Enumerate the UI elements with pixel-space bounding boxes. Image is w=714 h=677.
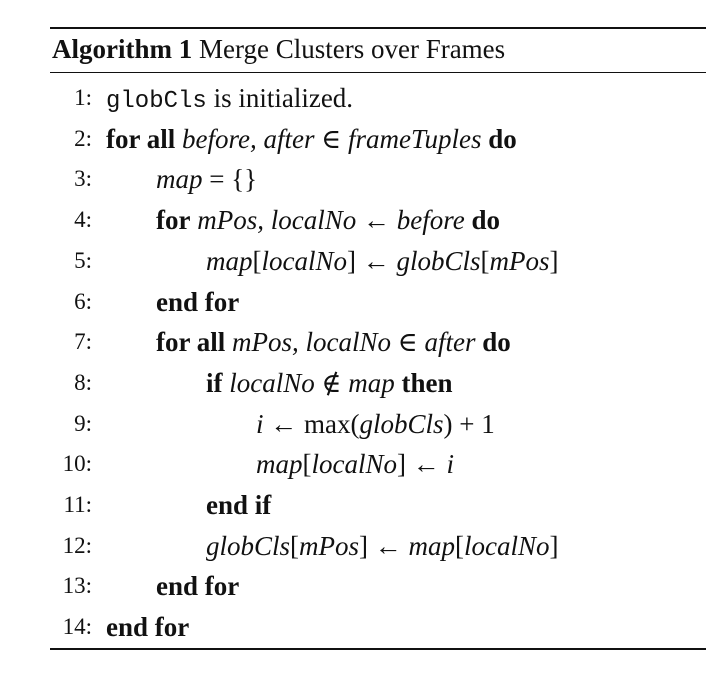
line-content [106, 79, 353, 121]
math-text: globCls [206, 530, 291, 561]
top-rule [50, 27, 706, 29]
math-text: i [256, 408, 264, 439]
line-content [106, 120, 517, 158]
math-text: mPos, localNo [225, 327, 398, 358]
math-text: [ [455, 530, 465, 561]
keyword: end for [106, 612, 190, 643]
line-content [156, 160, 257, 198]
keyword: then [401, 367, 453, 398]
line-content [256, 405, 495, 443]
keyword: do [482, 327, 511, 358]
keyword: do [471, 205, 500, 236]
line-number: 2: [74, 125, 92, 151]
math-text: after [417, 327, 483, 358]
keyword: end for [156, 571, 240, 602]
keyword: end for [156, 286, 240, 317]
line-number: 10: [62, 451, 92, 477]
math-text: frameTuples [341, 123, 489, 154]
line-number: 8: [74, 369, 92, 395]
line-number: 3: [74, 166, 92, 192]
math-text: ∈ [397, 327, 418, 358]
keyword: if [206, 367, 223, 398]
math-text: [ [252, 245, 262, 276]
math-text: is initialized. [206, 83, 354, 113]
line-content [156, 567, 239, 605]
math-text: before [389, 205, 472, 236]
line-number: 13: [62, 573, 92, 599]
algorithm-caption [52, 31, 505, 67]
math-text: before, after [175, 123, 322, 154]
math-text: mPos [489, 245, 550, 276]
caption-rule [50, 72, 706, 73]
caption-label: Algorithm 1 [52, 34, 193, 64]
math-text: localNo [261, 245, 347, 276]
math-text: mPos, localNo [190, 205, 363, 236]
keyword: for all [106, 123, 176, 154]
math-text: ← [362, 205, 390, 236]
math-text: ] ← [347, 245, 397, 276]
line-number: 11: [63, 492, 92, 517]
line-content [206, 364, 453, 402]
math-text: map [256, 449, 303, 480]
line-content [206, 242, 559, 280]
line-content [256, 445, 454, 483]
math-text: ∈ [321, 123, 342, 154]
math-text: ] [549, 530, 559, 561]
line-content [156, 323, 511, 361]
math-text: localNo [222, 367, 322, 398]
line-number: 14: [62, 614, 92, 640]
line-content [106, 608, 189, 646]
math-text: [ [290, 530, 300, 561]
line-content [206, 486, 271, 524]
math-text: localNo [311, 449, 397, 480]
math-text: ∉ [321, 367, 342, 398]
math-text: ← max( [263, 408, 360, 439]
line-content [156, 283, 239, 321]
math-text: i [446, 449, 455, 480]
keyword: for all [156, 327, 226, 358]
bottom-rule [50, 648, 706, 650]
math-text: globCls [359, 408, 444, 439]
line-number: 12: [62, 532, 92, 558]
math-text: ] ← [359, 530, 409, 561]
line-number: 6: [74, 288, 92, 314]
math-text: map [341, 367, 402, 398]
line-number: 9: [74, 410, 92, 436]
line-number: 1: [74, 85, 92, 110]
math-text: localNo [464, 530, 550, 561]
math-text: [ [302, 449, 312, 480]
keyword: for [156, 205, 191, 236]
math-text: = {} [202, 164, 258, 195]
line-number: 7: [74, 329, 92, 355]
line-content [206, 527, 559, 565]
math-text: [ [480, 245, 490, 276]
code-identifier: globCls [106, 88, 207, 115]
math-text: globCls [396, 245, 481, 276]
keyword: end if [206, 490, 272, 520]
math-text: mPos [299, 530, 360, 561]
math-text: map [408, 530, 456, 561]
caption-title: Merge Clusters over Frames [198, 34, 506, 64]
math-text: map [156, 164, 203, 195]
line-number: 5: [74, 247, 92, 273]
math-text: ] ← [397, 449, 447, 480]
keyword: do [488, 123, 517, 154]
line-number: 4: [74, 207, 92, 233]
math-text: map [206, 245, 253, 276]
math-text: ] [549, 245, 559, 276]
line-content [156, 201, 500, 239]
math-text: ) + 1 [443, 408, 495, 439]
